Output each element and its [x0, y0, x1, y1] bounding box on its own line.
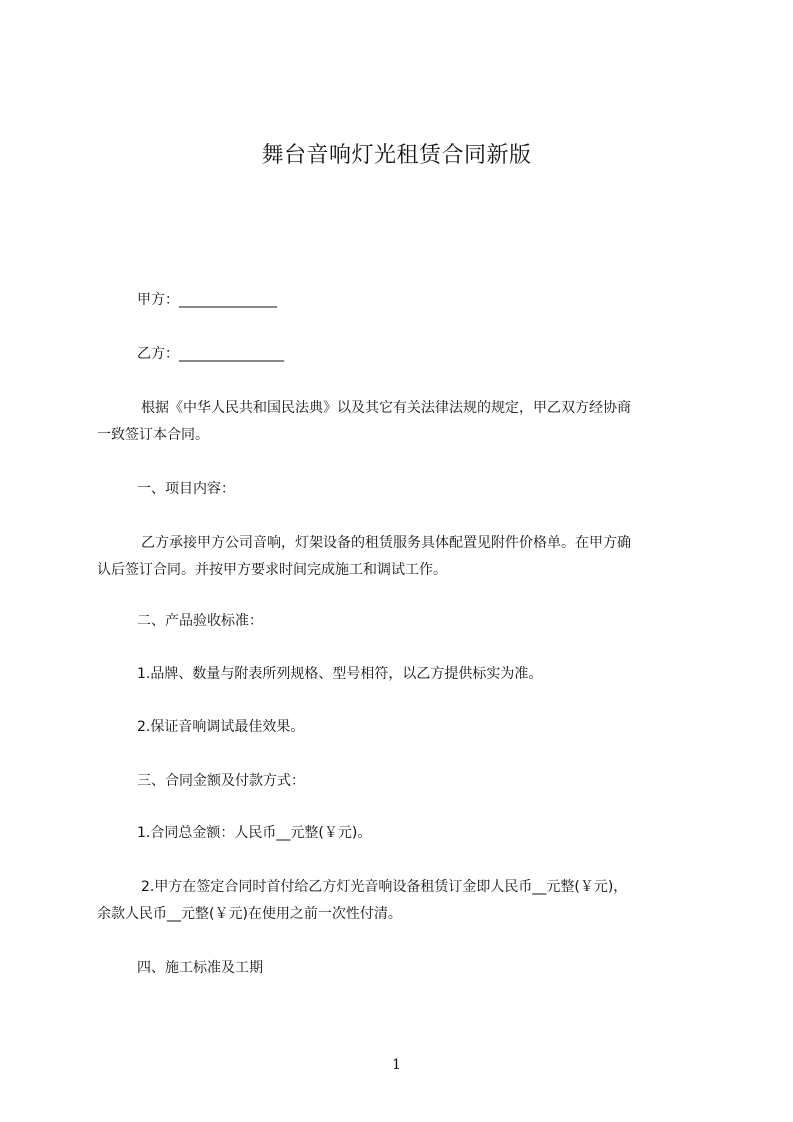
section-3-item-2-line-2: 余款人民币__元整(￥元)在使用之前一次性付清。: [97, 906, 402, 922]
section-2-item-2: 2.保证音响调试最佳效果。: [137, 719, 305, 735]
intro-paragraph-line-2: 一致签订本合同。: [97, 427, 209, 443]
section-1-paragraph-line-1: 乙方承接甲方公司音响，灯架设备的租赁服务具体配置见附件价格单。在甲方确: [141, 535, 631, 551]
party-b-line: 乙方：_______________: [137, 346, 284, 362]
party-a-line: 甲方：______________: [137, 292, 277, 308]
page-number: 1: [392, 1057, 401, 1073]
document-title: 舞台音响灯光租赁合同新版: [261, 143, 532, 168]
section-1-heading: 一、项目内容：: [137, 481, 235, 497]
section-2-item-1: 1.品牌、数量与附表所列规格、型号相符，以乙方提供标实为准。: [137, 666, 543, 682]
section-3-item-2-line-1: 2.甲方在签定合同时首付给乙方灯光音响设备租赁订金即人民币__元整(￥元)，: [141, 879, 628, 895]
section-1-paragraph-line-2: 认后签订合同。并按甲方要求时间完成施工和调试工作。: [97, 562, 447, 578]
section-3-heading: 三、合同金额及付款方式：: [137, 773, 305, 789]
intro-paragraph-line-1: 根据《中华人民共和国民法典》以及其它有关法律法规的规定，甲乙双方经协商: [141, 400, 631, 416]
section-2-heading: 二、产品验收标准：: [137, 613, 263, 629]
section-3-item-1: 1.合同总金额：人民币__元整(￥元)。: [137, 825, 372, 841]
section-4-heading: 四、施工标准及工期: [137, 960, 263, 976]
